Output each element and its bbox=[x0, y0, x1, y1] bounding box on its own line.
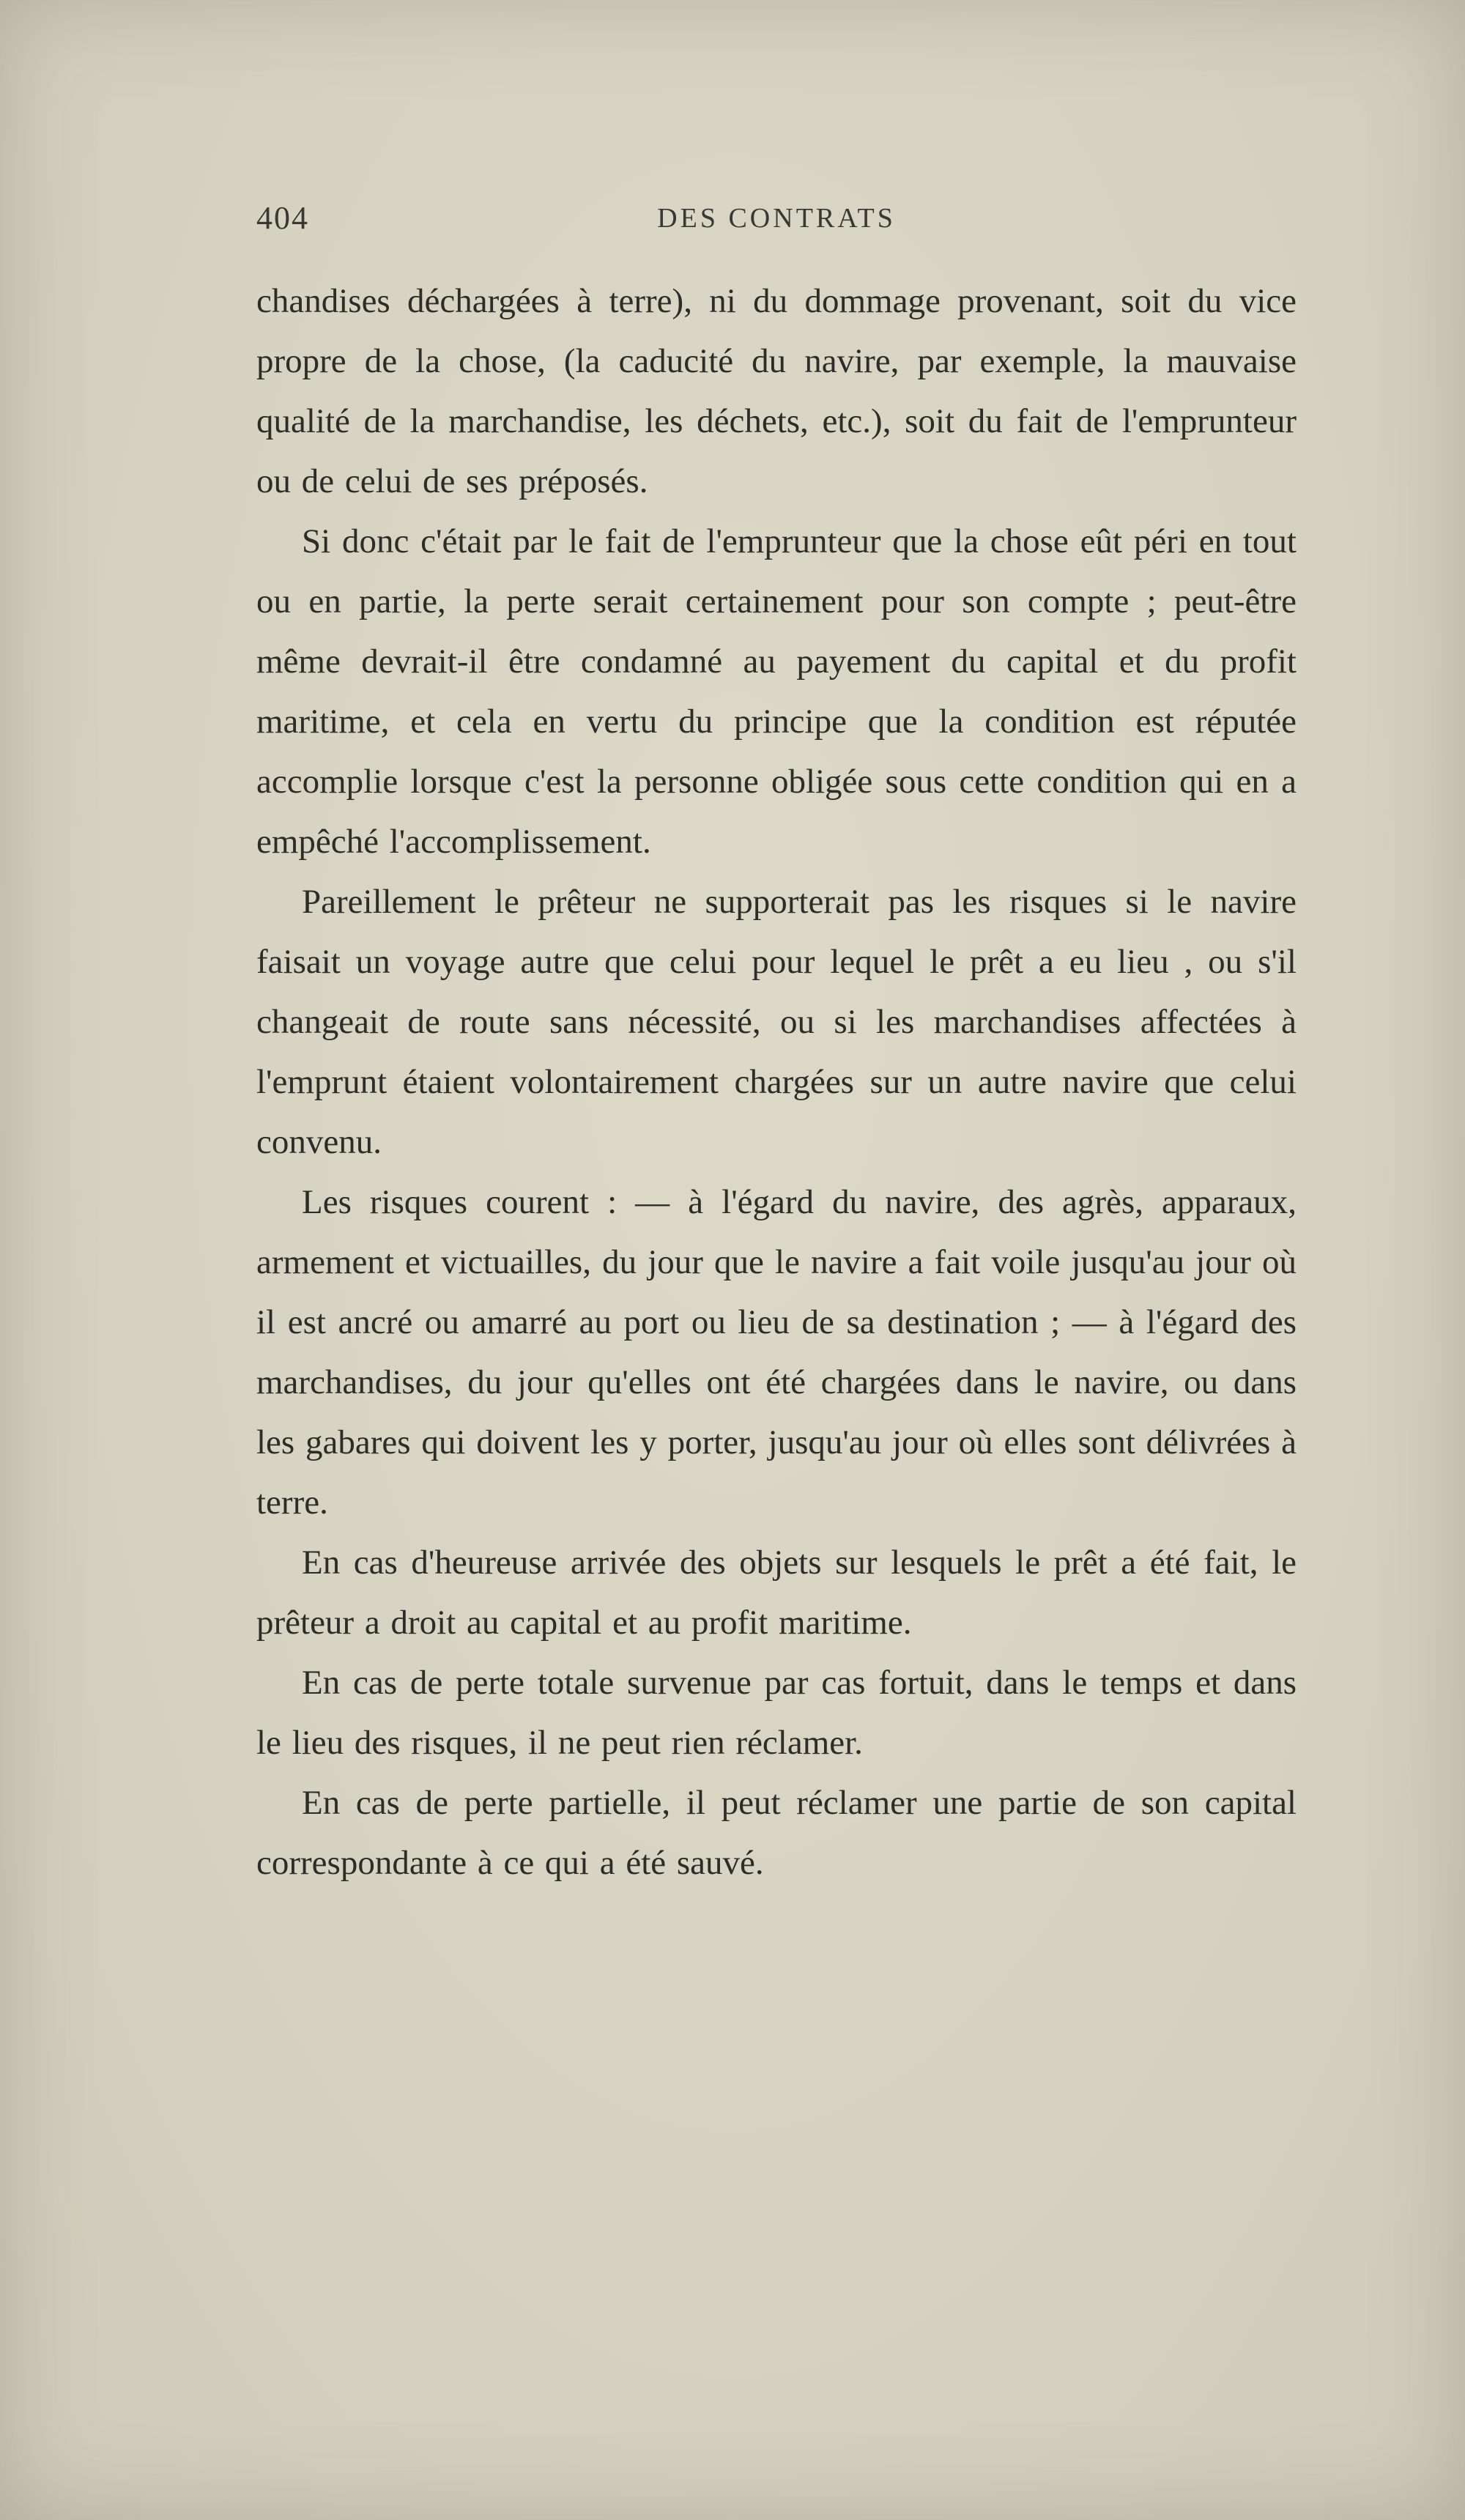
paragraph: Si donc c'était par le fait de l'emprunteur que la chose eût péri en tout ou en partie, la perte serait certainement pour son compte ; peut-être même devrait-il être condamné au payement du capital et du profit maritime, et cela en vertu du principe que la condition est réputée accomplie lorsque c'est la personne obligée sous cette condition qui en a empêché l'accomplissement. bbox=[256, 522, 1297, 861]
book-page bbox=[256, 199, 1297, 1893]
running-head bbox=[256, 199, 1297, 251]
page-text bbox=[256, 271, 1297, 1893]
paragraph: Les risques courent : — à l'égard du navire, des agrès, apparaux, armement et victuailles, du jour que le navire a fait voile jusqu'au jour où il est ancré ou amarré au port ou lieu de sa destination ; — à l'égard des marchandises, du jour qu'elles ont été chargées dans le navire, ou dans les gabares qui doivent les y porter, jusqu'au jour où elles sont délivrées à terre. bbox=[256, 1183, 1297, 1522]
paragraph: chandises déchargées à terre), ni du dommage provenant, soit du vice propre de la chose, (la caducité du navire, par exemple, la mauvaise qualité de la marchandise, les déchets, etc.), soit du fait de l'emprunteur ou de celui de ses préposés. bbox=[256, 282, 1297, 500]
paragraph: En cas de perte totale survenue par cas fortuit, dans le temps et dans le lieu des risques, il ne peut rien réclamer. bbox=[256, 1664, 1297, 1762]
running-header-title: DES CONTRATS bbox=[657, 203, 896, 234]
paragraph: Pareillement le prêteur ne supporterait pas les risques si le navire faisait un voyage autre que celui pour lequel le prêt a eu lieu , ou s'il changeait de route sans nécessité, ou si les marchandises affectées à l'emprunt étaient volontairement chargées sur un autre navire que celui convenu. bbox=[256, 883, 1297, 1161]
page-number: 404 bbox=[256, 200, 309, 236]
paragraph: En cas de perte partielle, il peut réclamer une partie de son capital correspondante à ce qui a été sauvé. bbox=[256, 1784, 1297, 1882]
paragraph: En cas d'heureuse arrivée des objets sur lesquels le prêt a été fait, le prêteur a droit au capital et au profit maritime. bbox=[256, 1544, 1297, 1642]
